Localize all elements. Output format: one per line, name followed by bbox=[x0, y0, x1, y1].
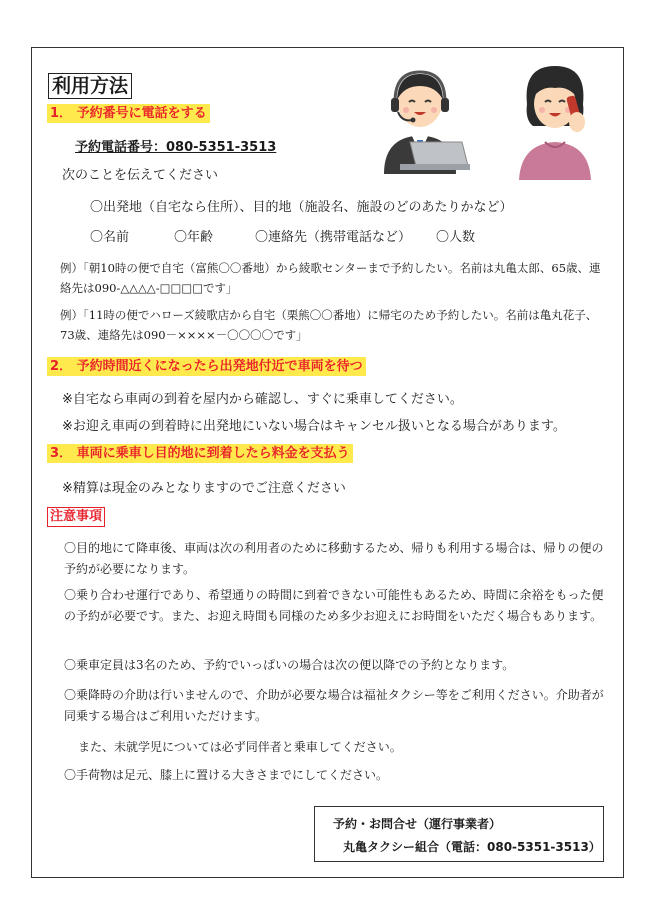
reservation-phone[interactable]: 予約電話番号：080-5351-3513 bbox=[75, 140, 277, 155]
info-item-contact: 〇連絡先（携帯電話など） bbox=[255, 230, 412, 245]
page-title: 利用方法 bbox=[48, 73, 132, 99]
contact-box bbox=[314, 806, 604, 862]
operator-illustration bbox=[370, 62, 470, 174]
info-item-name: 〇名前 bbox=[90, 230, 130, 245]
caution-item-3: 〇乗車定員は3名のため、予約でいっぱいの場合は次の便以降での予約となります。 bbox=[64, 658, 515, 672]
instruction-text: 次のことを伝えてください bbox=[62, 168, 219, 183]
section2-heading: 2． 予約時間近くになったら出発地付近で車両を待つ bbox=[47, 357, 366, 376]
info-item-age: 〇年齢 bbox=[174, 230, 214, 245]
caution-item-1: 〇目的地にて降車後、車両は次の利用者のために移動するため、帰りも利用する場合は、帰りの便の予約が必要になります。 bbox=[64, 541, 604, 576]
contact-label: 予約・お問合せ（運行事業者） bbox=[333, 817, 502, 831]
caution-item-4: 〇乗降時の介助は行いませんので、介助が必要な場合は福祉タクシー等をご利用ください。介助者が同乗する場合はご利用いただけます。 bbox=[64, 688, 604, 723]
caution-heading: 注意事項 bbox=[47, 507, 105, 527]
section2-note-1: ※自宅なら車両の到着を屋内から確認し、すぐに乗車してください。 bbox=[62, 392, 463, 407]
info-item-people: 〇人数 bbox=[436, 230, 476, 245]
section1-heading: 1． 予約番号に電話をする bbox=[47, 104, 210, 123]
section3-heading: 3． 車両に乗車し目的地に到着したら料金を支払う bbox=[47, 444, 353, 463]
caution-item-2: 〇乗り合わせ運行であり、希望通りの時間に到着できない可能性もあるため、時間に余裕をもった便の予約が必要です。また、お迎え時間も同様のため多少お迎えにお時間をいただく場合もあります。 bbox=[64, 588, 604, 623]
caution-item-6: 〇手荷物は足元、膝上に置ける大きさまでにしてください。 bbox=[64, 768, 389, 782]
caller-illustration bbox=[515, 60, 595, 180]
section2-note-2: ※お迎え車両の到着時に出発地にいない場合はキャンセル扱いとなる場合があります。 bbox=[62, 419, 566, 434]
info-items-row1: 〇出発地（自宅なら住所）、目的地（施設名、施設のどのあたりかなど） bbox=[90, 200, 513, 215]
example-2: 例）「11時の便でハローズ綾歌店から自宅（栗熊〇〇番地）に帰宅のため予約したい。名前は亀丸花子、73歳、連絡先は090－××××－〇〇〇〇です」 bbox=[60, 308, 598, 342]
caution-item-5: また、未就学児については必ず同伴者と乗車してください。 bbox=[78, 740, 402, 754]
section3-note-1: ※精算は現金のみとなりますのでご注意ください bbox=[62, 481, 346, 496]
contact-line[interactable]: 丸亀タクシー組合（電話：080-5351-3513） bbox=[343, 840, 601, 854]
example-1: 例）「朝10時の便で自宅（富熊〇〇番地）から綾歌センターまで予約したい。名前は丸亀太郎、65歳、連絡先は090-△△△△-□□□□です」 bbox=[60, 261, 601, 295]
